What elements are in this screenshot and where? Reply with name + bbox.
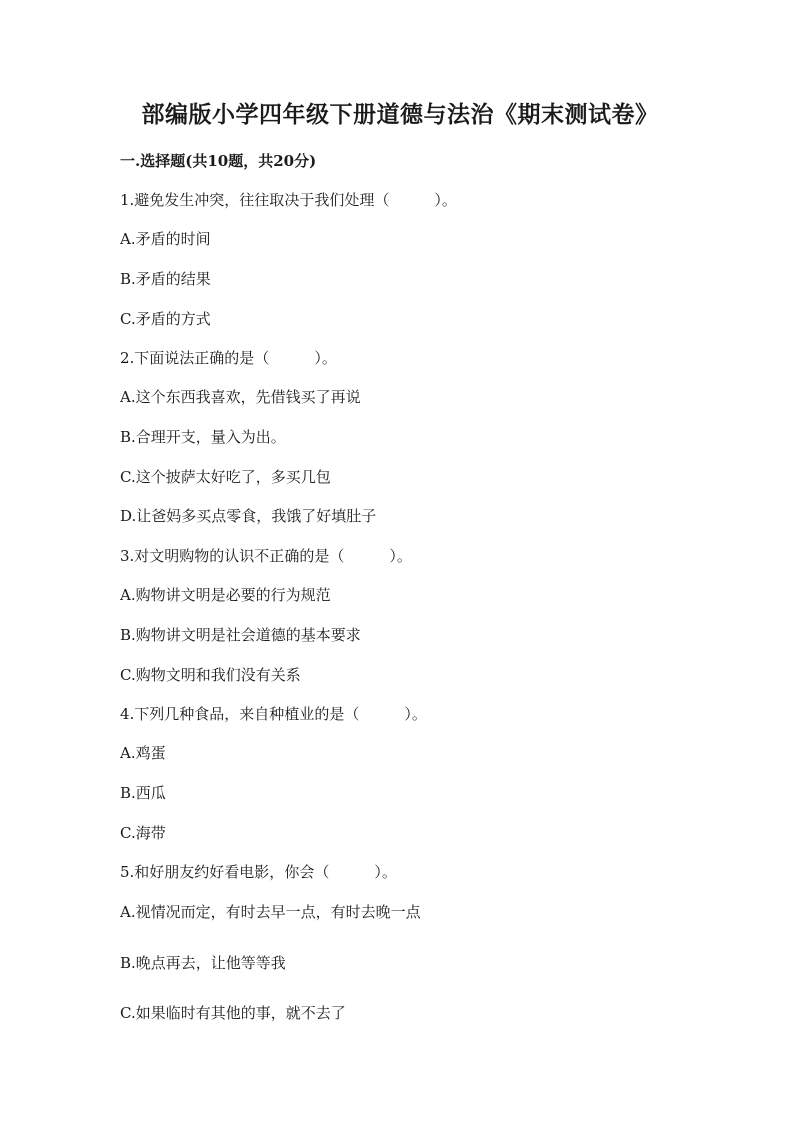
question-4-stem: 4.下列几种食品，来自种植业的是（ ）。 xyxy=(120,705,427,723)
question-4-option-c: C.海带 xyxy=(120,824,166,842)
question-2-option-d: D.让爸妈多买点零食，我饿了好填肚子 xyxy=(120,507,377,525)
question-1-stem: 1.避免发生冲突，往往取决于我们处理（ ）。 xyxy=(120,191,457,209)
question-3-option-b: B.购物讲文明是社会道德的基本要求 xyxy=(120,626,361,644)
question-2-option-c: C.这个披萨太好吃了，多买几包 xyxy=(120,468,331,486)
question-3-stem: 3.对文明购物的认识不正确的是（ ）。 xyxy=(120,547,412,565)
question-3-option-a: A.购物讲文明是必要的行为规范 xyxy=(120,586,331,604)
question-5-option-a: A.视情况而定，有时去早一点，有时去晚一点 xyxy=(120,903,421,921)
question-1-option-c: C.矛盾的方式 xyxy=(120,310,211,328)
question-1-option-b: B.矛盾的结果 xyxy=(120,270,211,288)
question-1-option-a: A.矛盾的时间 xyxy=(120,230,211,248)
question-2-stem: 2.下面说法正确的是（ ）。 xyxy=(120,349,337,367)
section-heading: 一.选择题(共10题，共20分) xyxy=(120,152,317,170)
question-3-option-c: C.购物文明和我们没有关系 xyxy=(120,666,301,684)
question-2-option-a: A.这个东西我喜欢，先借钱买了再说 xyxy=(120,388,361,406)
question-4-option-a: A.鸡蛋 xyxy=(120,744,166,762)
question-2-option-b: B.合理开支，量入为出。 xyxy=(120,428,286,446)
question-4-option-b: B.西瓜 xyxy=(120,784,166,802)
question-5-option-c: C.如果临时有其他的事，就不去了 xyxy=(120,1004,346,1022)
question-5-stem: 5.和好朋友约好看电影，你会（ ）。 xyxy=(120,863,397,881)
document-title: 部编版小学四年级下册道德与法治《期末测试卷》 xyxy=(141,101,659,128)
question-5-option-b: B.晚点再去，让他等等我 xyxy=(120,954,286,972)
